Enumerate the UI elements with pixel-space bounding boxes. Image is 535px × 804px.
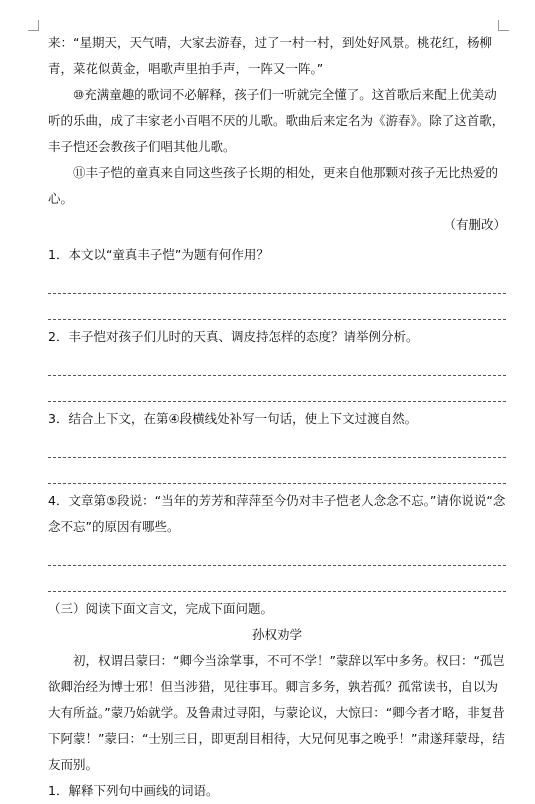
question-3: 3．结合上下文，在第④段横线处补写一句话，使上下文过渡自然。 [48, 411, 418, 426]
answer-line[interactable] [48, 350, 506, 376]
question-4: 4．文章第⑤段说：“当年的芳芳和萍萍至今仍对丰子恺老人念念不忘。”请你说说“念念不忘”的原因有哪些。 [48, 493, 506, 534]
answer-line[interactable] [48, 432, 506, 458]
question-1: 1．本文以“童真丰子恺”为题有何作用？ [48, 247, 269, 262]
passage-paragraph-10: ⑩充满童趣的歌词不必解释，孩子们一听就完全懂了。这首歌后来配上优美动听的乐曲，成了丰家老小百唱不厌的儿歌。歌曲后来定名为《游春》。除了这首歌，丰子恺还会教孩子们唱其他儿歌。 [48, 87, 505, 154]
passage-paragraph-11: ⑪丰子恺的童真来自同这些孩子长期的相处，更来自他那颗对孩子无比热爱的心。 [48, 165, 499, 206]
passage-paragraph: 来：“星期天，天气晴，大家去游春，过了一村一村，到处好风景。桃花红，杨柳青，菜花似黄金，唱歌声里拍手声，一阵又一阵。” [48, 35, 492, 76]
answer-line[interactable] [48, 566, 506, 592]
classical-text-title: 孙权劝学 [251, 627, 302, 642]
document-page [48, 30, 506, 804]
classical-text: 初，权谓吕蒙曰：“卿今当涂掌事，不可不学！”蒙辞以军中多务。权曰：“孤岂欲卿治经为博士邪！但当涉猎，见往事耳。卿言多务，孰若孤？孤常读书，自以为大有所益。”蒙乃始就学。及鲁肃过寻阳，与蒙论议，大惊曰：“卿今者才略，非复昔下阿蒙！”蒙曰：“士别三日，即更刮目相待，大兄何见事之晚乎！”肃遂拜蒙母，结友而别。 [48, 653, 505, 772]
section-3-heading: （三）阅读下面文言文，完成下面问题。 [48, 601, 274, 616]
answer-line[interactable] [48, 458, 506, 484]
page-corner-mark [28, 20, 39, 31]
section-3-question-1: 1．解释下列句中画线的词语。 [48, 783, 219, 798]
answer-line[interactable] [48, 376, 506, 402]
source-note: （有删改） [443, 217, 506, 232]
answer-line[interactable] [48, 540, 506, 566]
question-2: 2．丰子恺对孩子们儿时的天真、调皮持怎样的态度？请举例分析。 [48, 329, 419, 344]
answer-line[interactable] [48, 268, 506, 294]
answer-line[interactable] [48, 294, 506, 320]
